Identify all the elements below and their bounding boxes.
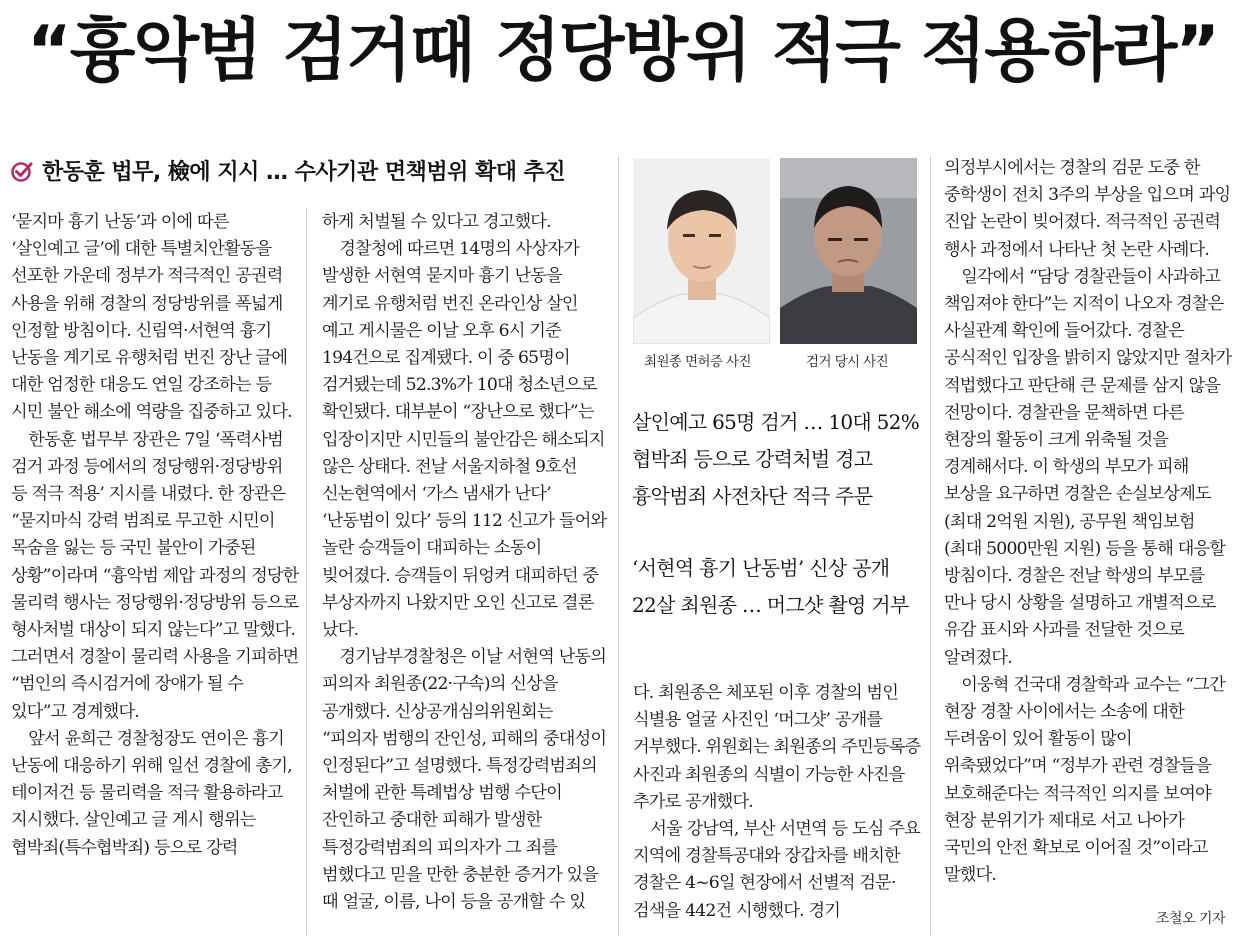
paragraph: 한동훈 법무부 장관은 7일 ‘폭력사범 검거 과정 등에서의 정당행위·정당방위 등 적극 적용’ 지시를 내렸다. 한 장관은 “묻지마식 강력 범죄로 무고한 시민이 목숨을 잃는 등 국민 불안이 가중된 상황”이라며 “흉악범 제압 과정의 정당한 물리력 행사는 정당행위·정당방위 등으로 형사처벌 대상이 되지 않는다”고 말했다. 그러면서 경찰이 물리력 사용을 기피하면 “범인의 즉시검거에 장애가 될 수 있다”고 경계했다.	[11, 429, 299, 722]
pull-quote-line: 살인예고 65명 검거 … 10대 52%	[632, 410, 919, 434]
paragraph: 앞서 윤희근 경찰청장도 연이은 흉기 난동에 대응하기 위해 일선 경찰에 총기, 테이저건 등 물리력을 적극 활용하라고 지시했다. 살인예고 글 게시 행위는 협박죄(특수협박죄) 등으로 강력	[11, 728, 292, 858]
article-column-1	[11, 209, 299, 935]
photo-caption: 검거 당시 사진	[806, 354, 889, 370]
paragraph: 서울 강남역, 부산 서면역 등 도심 주요 지역에 경찰특공대와 장갑차를 배치한 경찰은 4~6일 현장에서 선별적 검문·검색을 442건 시행했다. 경기	[633, 819, 920, 921]
article-column-4	[944, 155, 1232, 905]
article-column-3	[633, 680, 921, 935]
subheadline-text: 한동훈 법무, 檢에 지시 … 수사기관 면책범위 확대 추진	[42, 160, 566, 185]
paragraph: 하게 처벌될 수 있다고 경고했다.	[322, 212, 551, 232]
pull-quote	[632, 550, 932, 624]
pull-quote	[632, 404, 932, 515]
subheadline	[10, 155, 565, 186]
headline: “흉악범 검거때 정당방위 적극 적용하라”	[26, 12, 1219, 91]
suspect-license-photo	[633, 158, 770, 344]
byline: 조철오 기자	[1155, 911, 1225, 927]
pull-quote-line: 흉악범죄 사전차단 적극 주문	[632, 484, 873, 508]
checkmark-icon	[10, 159, 34, 183]
paragraph: 의정부시에서는 경찰의 검문 도중 한 중학생이 전치 3주의 부상을 입으며 과잉 진압 논란이 빚어졌다. 적극적인 공권력 행사 과정에서 나타난 첫 논란 사례다.	[944, 158, 1231, 260]
paragraph: 경기남부경찰청은 이날 서현역 난동의 피의자 최원종(22·구속)의 신상을 공개했다. 신상공개심의위원회는 “피의자 범행의 잔인성, 피해의 중대성이 인정된다”고 설명했다. 특정강력범죄의 처벌에 관한 특례법상 범행 수단이 잔인하고 중대한 피해가 발생한 특정강력범죄의 피의자가 그 죄를 범했다고 믿을 만한 충분한 증거가 있을 때 얼굴, 이름, 나이 등을 공개할 수 있	[322, 647, 607, 913]
column-divider	[306, 209, 307, 935]
column-divider	[930, 155, 931, 935]
pull-quote-line: 협박죄 등으로 강력처벌 경고	[632, 447, 873, 471]
paragraph: 일각에서 “담당 경찰관들이 사과하고 책임져야 한다”는 지적이 나오자 경찰은 사실관계 확인에 들어갔다. 경찰은 공식적인 입장을 밝히지 않았지만 절차가 적법했다고 판단해 큰 문제를 삼지 않을 전망이다. 경찰관을 문책하면 다른 현장의 활동이 크게 위축될 것을 경계해서다. 이 학생의 부모가 피해 보상을 요구하면 경찰은 손실보상제도(최대 2억원 지원), 공무원 책임보험(최대 5000만원 지원) 등을 통해 대응할 방침이다. 경찰은 전날 학생의 부모를 만나 당시 상황을 설명하고 개별적으로 유감 표시와 사과를 전달한 것으로 알려졌다.	[944, 266, 1232, 668]
pull-quote-line: ‘서현역 흉기 난동범’ 신상 공개	[632, 556, 890, 580]
paragraph: 경찰청에 따르면 14명의 사상자가 발생한 서현역 묻지마 흉기 난동을 계기로 유행처럼 번진 온라인상 살인 예고 게시물은 이날 오후 6시 기준 194건으로 집계됐다. 이 중 65명이 검거됐는데 52.3%가 10대 청소년으로 확인됐다. 대부분이 “장난으로 했다”는 입장이지만 시민들의 불안감은 해소되지 않은 상태다. 전날 서울지하철 9호선 신논현역에서 ‘가스 냄새가 난다’ ‘난동범이 있다’ 등의 112 신고가 들어와 놀란 승객들이 대피하는 소동이 빚어졌다. 승객들이 뒤엉켜 대피하던 중 부상자까지 나왔지만 오인 신고로 결론 났다.	[322, 239, 607, 641]
pull-quote-line: 22살 최원종 … 머그샷 촬영 거부	[632, 593, 909, 617]
photo-caption: 최원종 면허증 사진	[644, 354, 751, 370]
paragraph: 다. 최원종은 체포된 이후 경찰의 범인 식별용 얼굴 사진인 ‘머그샷’ 공개를 거부했다. 위원회는 최원종의 주민등록증 사진과 최원종의 식별이 가능한 사진을 추가로 공개했다.	[633, 683, 921, 812]
article-column-2	[322, 209, 610, 935]
suspect-arrest-photo	[780, 158, 917, 344]
column-divider	[618, 155, 619, 935]
paragraph: ‘묻지마 흉기 난동’과 이에 따른 ‘살인예고 글’에 대한 특별치안활동을 선포한 가운데 정부가 적극적인 공권력 사용을 위해 경찰의 정당방위를 폭넓게 인정할 방침이다. 신림역·서현역 흉기 난동을 계기로 유행처럼 번진 장난 글에 대한 엄정한 대응도 연일 강조하는 등 시민 불안 해소에 역량을 집중하고 있다.	[11, 212, 292, 423]
paragraph: 이웅혁 건국대 경찰학과 교수는 “그간 현장 경찰 사이에서는 소송에 대한 두려움이 있어 활동이 많이 위축됐었다”며 “정부가 관련 경찰들을 보호해준다는 적극적인 의지를 보여야 현장 분위기가 제대로 서고 나아가 국민의 안전 확보로 이어질 것”이라고 말했다.	[944, 674, 1225, 886]
